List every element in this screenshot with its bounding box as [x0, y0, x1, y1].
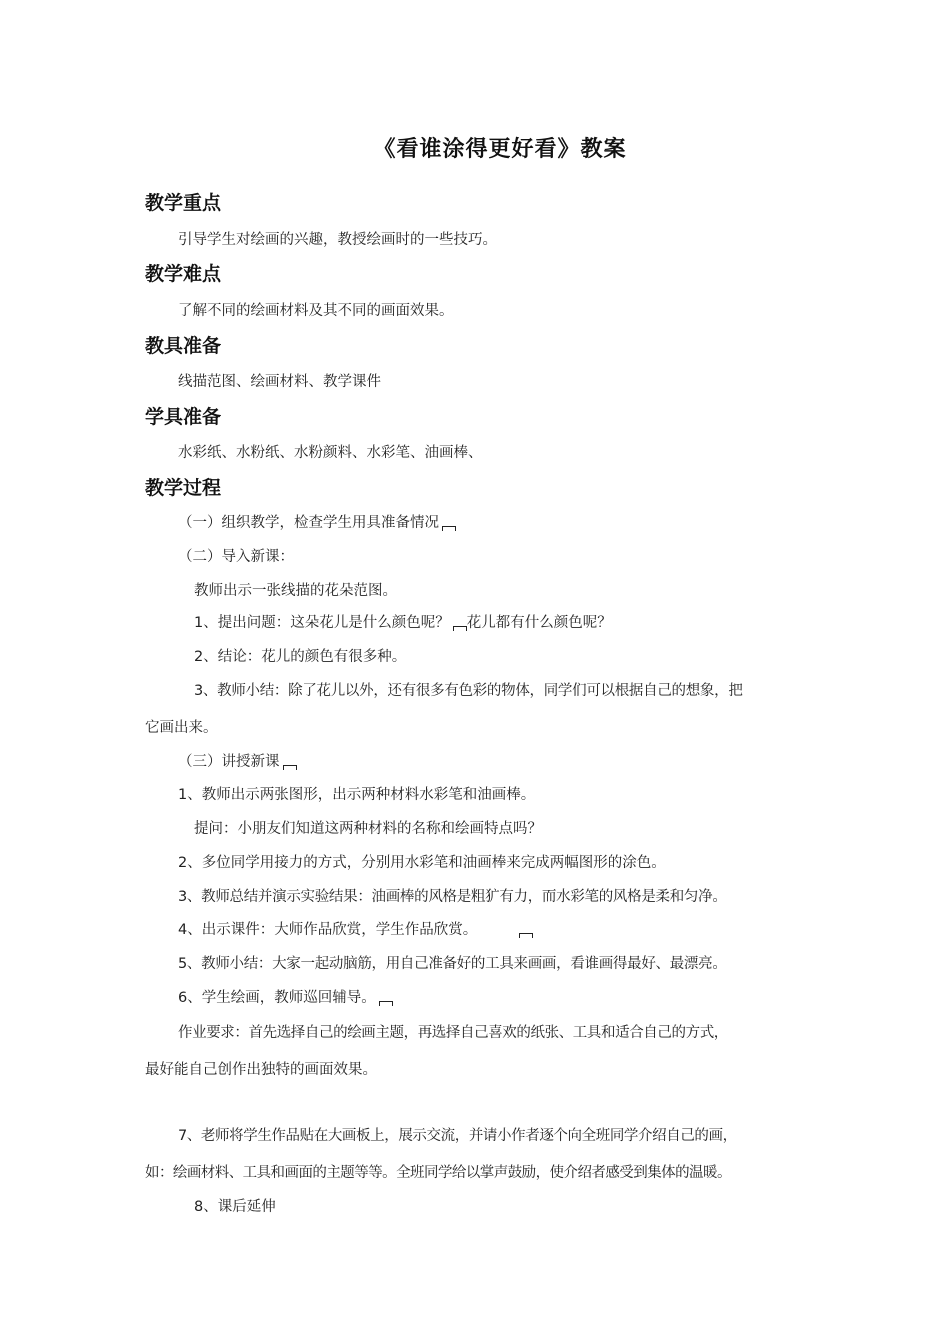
process-line: 2、结论：花儿的颜色有很多种。 [194, 649, 407, 665]
process-line: 最好能自己创作出独特的画面效果。 [145, 1062, 377, 1078]
heading-teacher-tools: 教具准备 [145, 335, 222, 357]
heading-process: 教学过程 [145, 477, 222, 499]
process-line: 教师出示一张线描的花朵范图。 [194, 583, 397, 599]
process-line: 3、教师总结并演示实验结果：油画棒的风格是粗犷有力，而水彩笔的风格是柔和匀净。 [178, 889, 727, 905]
process-line: 7、老师将学生作品贴在大画板上，展示交流，并请小作者逐个向全班同学介绍自己的画， [178, 1128, 737, 1144]
edit-mark-icon [453, 626, 467, 631]
process-line: 4、出示课件：大师作品欣赏，学生作品欣赏。 [178, 918, 533, 939]
heading-focus: 教学重点 [145, 192, 222, 214]
process-line: 它画出来。 [145, 720, 218, 736]
process-line: 2、多位同学用接力的方式，分别用水彩笔和油画棒来完成两幅图形的涂色。 [178, 855, 666, 871]
heading-student-tools: 学具准备 [145, 406, 222, 428]
process-line: 1、教师出示两张图形，出示两种材料水彩笔和油画棒。 [178, 787, 536, 803]
text-student-tools: 水彩纸、水粉纸、水粉颜料、水彩笔、油画棒、 [178, 445, 483, 461]
process-line: 如：绘画材料、工具和画面的主题等等。全班同学给以掌声鼓励，使介绍者感受到集体的温暖。 [145, 1165, 731, 1181]
process-line: 3、教师小结：除了花儿以外，还有很多有色彩的物体，同学们可以根据自己的想象，把 [194, 683, 743, 699]
process-line: 提问：小朋友们知道这两种材料的名称和绘画特点吗？ [194, 821, 542, 837]
process-line: （一）组织教学，检查学生用具准备情况 [178, 511, 456, 532]
process-line: 6、学生绘画，教师巡回辅导。 [178, 986, 393, 1007]
heading-difficulty: 教学难点 [145, 263, 222, 285]
text-teacher-tools: 线描范图、绘画材料、教学课件 [178, 374, 381, 390]
process-line: 1、提出问题：这朵花儿是什么颜色呢？ 花儿都有什么颜色呢？ [194, 615, 612, 631]
edit-mark-icon [379, 1001, 393, 1006]
text-difficulty: 了解不同的绘画材料及其不同的画面效果。 [178, 303, 454, 319]
process-line: 8、课后延伸 [194, 1199, 276, 1215]
edit-mark-icon [283, 765, 297, 770]
edit-mark-icon [519, 933, 533, 938]
process-line: 5、教师小结：大家一起动脑筋，用自己准备好的工具来画画，看谁画得最好、最漂亮。 [178, 956, 727, 972]
process-line: （三）讲授新课 [178, 750, 297, 771]
edit-mark-icon [442, 526, 456, 531]
process-line: 作业要求：首先选择自己的绘画主题，再选择自己喜欢的纸张、工具和适合自己的方式， [178, 1025, 728, 1041]
document-title: 《看谁涂得更好看》教案 [373, 137, 627, 162]
process-line: （二）导入新课： [178, 549, 294, 565]
text-focus: 引导学生对绘画的兴趣，教授绘画时的一些技巧。 [178, 232, 497, 248]
